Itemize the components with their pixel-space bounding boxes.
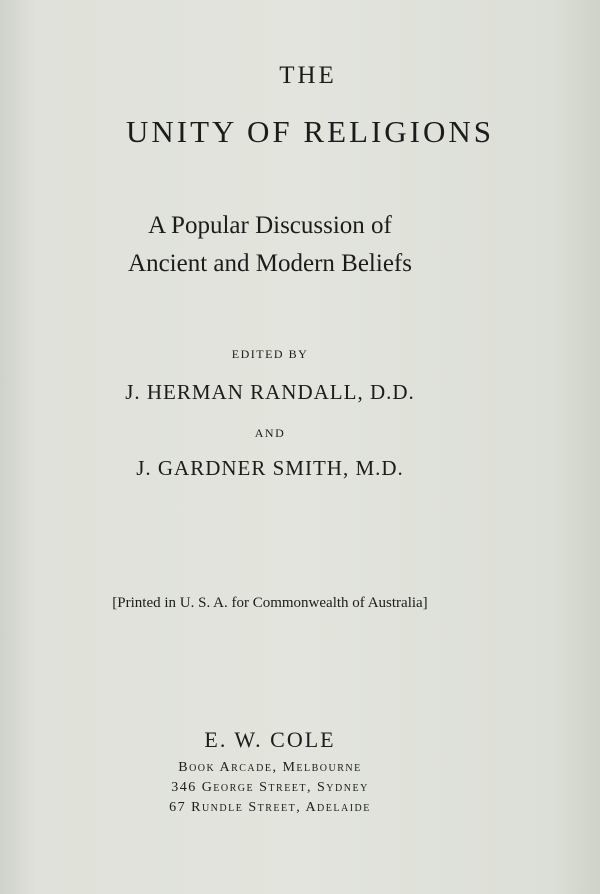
title-article: THE	[279, 62, 337, 89]
and-label: AND	[254, 426, 286, 440]
printed-note: [Printed in U. S. A. for Commonwealth of Australia]	[112, 595, 428, 611]
publisher-name: E. W. COLE	[204, 727, 336, 752]
subtitle-line-2: Ancient and Modern Beliefs	[128, 250, 412, 277]
editor-2: J. GARDNER SMITH, M.D.	[136, 456, 404, 480]
subtitle-line-1: A Popular Discussion of	[148, 212, 392, 239]
publisher-address-3: 67 Rundle Street, Adelaide	[169, 800, 371, 815]
publisher-address-1: Book Arcade, Melbourne	[178, 760, 362, 775]
editor-1: J. HERMAN RANDALL, D.D.	[125, 380, 415, 404]
edited-by-label: EDITED BY	[231, 347, 309, 361]
book-title: UNITY OF RELIGIONS	[126, 114, 494, 149]
publisher-address-2: 346 George Street, Sydney	[171, 780, 369, 795]
